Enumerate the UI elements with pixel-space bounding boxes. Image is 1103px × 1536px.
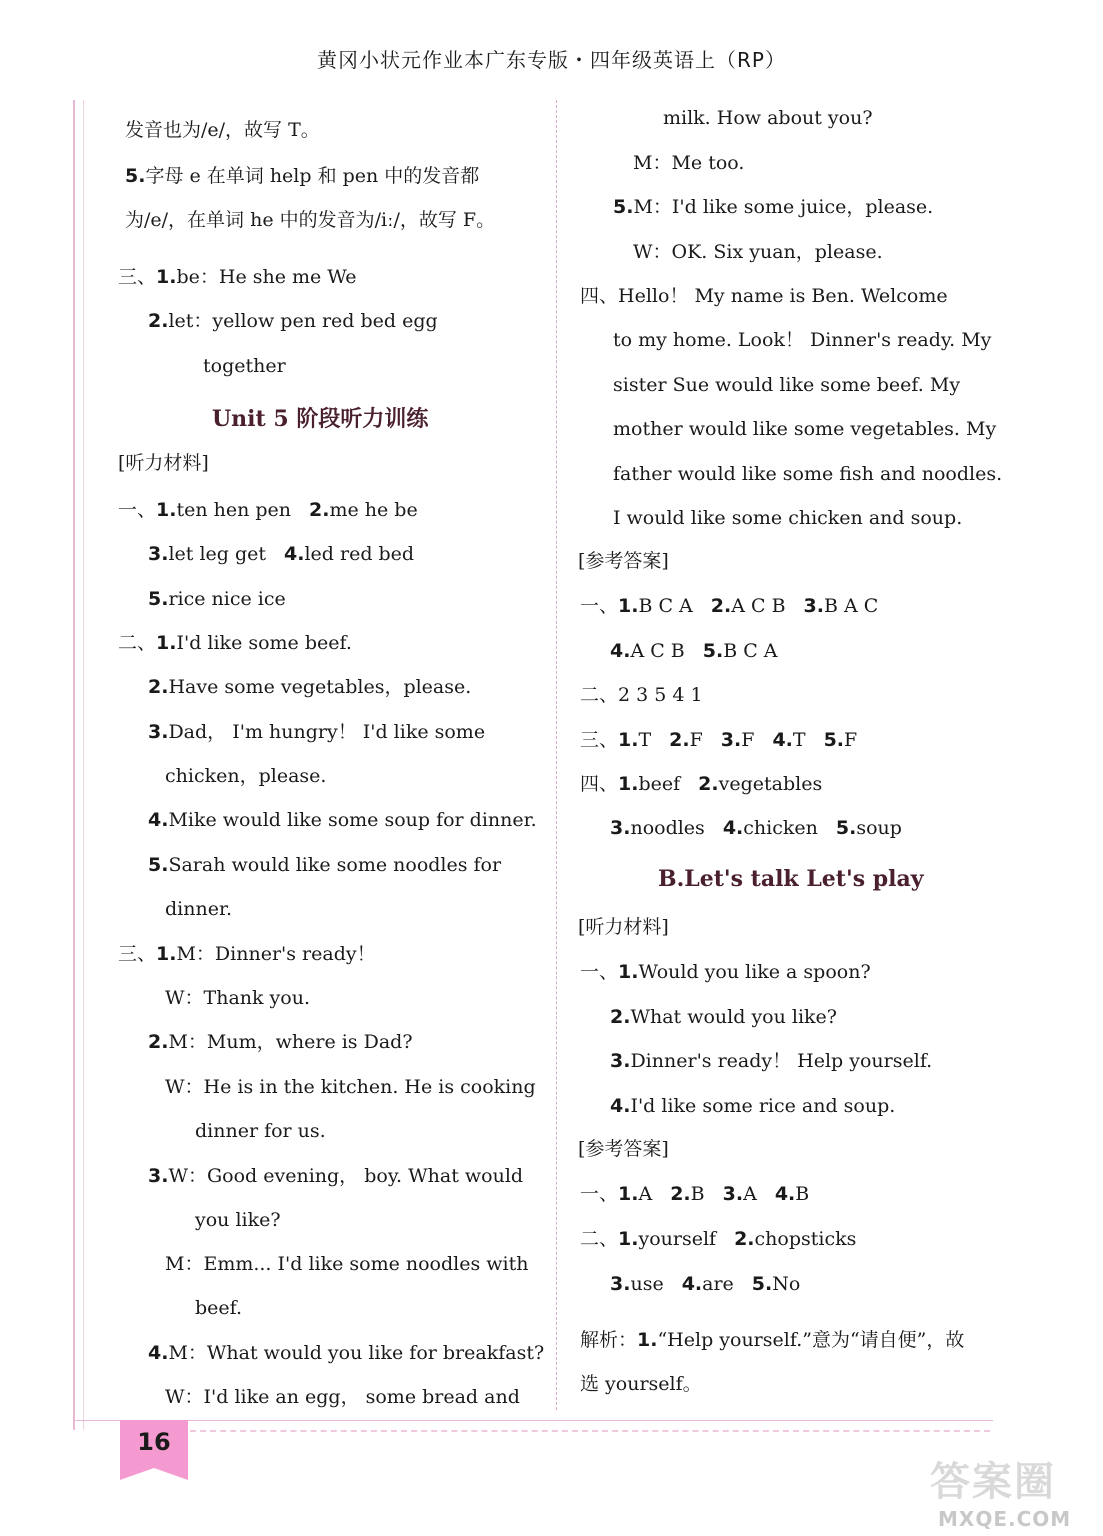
line-text: Would you like a spoon?	[638, 961, 871, 983]
text-line	[578, 915, 669, 939]
text-line	[165, 1075, 536, 1099]
text-line	[580, 594, 878, 618]
line-text: 二、	[118, 632, 157, 654]
text-line	[633, 240, 883, 264]
text-line	[148, 1164, 523, 1188]
text-line	[578, 1137, 669, 1161]
line-text: 一、	[580, 1183, 619, 1205]
text-line	[613, 328, 991, 352]
item-number: 3.	[148, 1165, 169, 1187]
page-number: 16	[137, 1428, 171, 1456]
line-text: chicken	[743, 817, 818, 839]
text-line	[580, 1328, 964, 1352]
line-text: No	[772, 1273, 801, 1295]
line-text: B A C	[824, 595, 879, 617]
item-number: 4.	[610, 1095, 631, 1117]
line-text: W：Thank you.	[165, 987, 311, 1009]
item-number: 1.	[156, 943, 177, 965]
line-text: 三、	[118, 943, 157, 965]
line-text: [参考答案]	[578, 550, 669, 572]
line-text: beef.	[195, 1297, 243, 1319]
item-number: 1.	[618, 595, 639, 617]
line-text: M：Dinner's ready！	[176, 943, 376, 965]
line-text: 解析：	[580, 1329, 638, 1351]
item-number: 1.	[618, 773, 639, 795]
line-text: vegetables	[718, 773, 823, 795]
watermark-text: 答案圈	[930, 1459, 1056, 1505]
footer-rule	[73, 1420, 993, 1421]
page-header: 黄冈小状元作业本广东专版・四年级英语上（RP）	[317, 48, 786, 72]
item-number: 2.	[670, 1183, 691, 1205]
line-text: A C B	[630, 640, 685, 662]
line-text: 字母 e 在单词 help 和 pen 中的发音都	[145, 165, 480, 187]
section-title	[658, 866, 924, 892]
item-number: 4.	[284, 543, 305, 565]
line-text: Unit 5 阶段听力训练	[212, 406, 429, 432]
text-line	[203, 354, 286, 378]
item-number: 2.	[148, 310, 169, 332]
text-line	[610, 1094, 895, 1118]
text-line	[125, 164, 479, 188]
text-line	[613, 417, 996, 441]
line-text: 一、	[580, 961, 619, 983]
text-line	[613, 462, 1002, 486]
line-text: M：Emm... I'd like some noodles with	[165, 1253, 529, 1275]
text-line	[165, 1252, 529, 1276]
line-text: 发音也为/e/，故写 T。	[125, 119, 320, 141]
text-line	[148, 1341, 544, 1365]
text-line	[165, 1385, 520, 1409]
item-number: 2.	[734, 1228, 755, 1250]
item-number: 1.	[618, 729, 639, 751]
item-number: 1.	[156, 266, 177, 288]
item-number: 5.	[702, 640, 724, 662]
text-line	[125, 118, 320, 142]
text-line	[118, 942, 376, 966]
text-line	[165, 897, 232, 921]
item-number: 3.	[803, 595, 824, 617]
line-text: Sarah would like some noodles for	[168, 854, 502, 876]
item-number: 3.	[148, 543, 169, 565]
item-number: 4.	[148, 809, 169, 831]
line-text: dinner.	[165, 898, 232, 920]
line-text: use	[630, 1273, 664, 1295]
item-number: 2.	[610, 1006, 631, 1028]
item-number: 1.	[156, 499, 177, 521]
line-text: 四、	[580, 285, 619, 307]
line-text: rice nice ice	[168, 588, 286, 610]
line-text: B.Let's talk Let's play	[658, 866, 924, 892]
text-line	[195, 1208, 281, 1232]
watermark-logo	[930, 1450, 1080, 1530]
line-text: be：He she me We	[176, 266, 357, 288]
item-number: 3.	[722, 1183, 744, 1205]
text-line	[610, 639, 778, 663]
item-number: 5.	[835, 817, 857, 839]
line-text: noodles	[630, 817, 705, 839]
item-number: 1.	[156, 632, 177, 654]
line-text: [听力材料]	[118, 452, 209, 474]
item-number: 5.	[148, 854, 169, 876]
line-text: W：Good evening， boy. What would	[168, 1165, 524, 1187]
text-line	[610, 1272, 800, 1296]
text-line	[663, 106, 873, 130]
section-title	[212, 402, 428, 433]
item-number: 2.	[148, 676, 169, 698]
line-text: Have some vegetables，please.	[168, 676, 472, 698]
line-text: I'd like some beef.	[176, 632, 352, 654]
line-text: F	[844, 729, 858, 751]
line-text: father would like some fish and noodles.	[613, 463, 1003, 485]
item-number: 4.	[772, 729, 793, 751]
line-text: Dinner's ready！ Help yourself.	[630, 1050, 933, 1072]
text-line	[610, 816, 902, 840]
item-number: 4.	[148, 1342, 169, 1364]
line-text: W：I'd like an egg， some bread and	[165, 1386, 520, 1408]
text-line	[118, 265, 357, 289]
text-line	[580, 683, 703, 707]
item-number: 5.	[751, 1273, 773, 1295]
line-text: B C A	[638, 595, 693, 617]
line-text: let leg get	[168, 543, 267, 565]
line-text: yourself	[638, 1228, 717, 1250]
item-number: 5.	[823, 729, 845, 751]
text-line	[610, 1005, 837, 1029]
text-line	[580, 728, 857, 752]
text-line	[165, 764, 326, 788]
item-number: 2.	[309, 499, 330, 521]
item-number: 4.	[681, 1273, 703, 1295]
item-number: 2.	[148, 1031, 169, 1053]
line-text: ten hen pen	[176, 499, 292, 521]
text-line	[580, 1227, 856, 1251]
line-text: 三、	[580, 729, 619, 751]
line-text: chopsticks	[754, 1228, 857, 1250]
text-line	[195, 1119, 326, 1143]
line-text: Dad， I'm hungry！ I'd like some	[168, 721, 486, 743]
text-line	[148, 542, 414, 566]
line-text: beef	[638, 773, 681, 795]
line-text: 一、	[580, 595, 619, 617]
line-text: [参考答案]	[578, 1138, 669, 1160]
line-text: A	[638, 1183, 653, 1205]
item-number: 1.	[637, 1329, 658, 1351]
line-text: soup	[856, 817, 902, 839]
line-text: W：OK. Six yuan，please.	[633, 241, 883, 263]
text-line	[148, 1030, 413, 1054]
line-text: 三、	[118, 266, 157, 288]
item-number: 3.	[610, 817, 631, 839]
text-line	[148, 808, 537, 832]
line-text: 二、	[580, 1228, 619, 1250]
page-margin-border	[73, 100, 84, 1430]
line-text: W：He is in the kitchen. He is cooking	[165, 1076, 536, 1098]
line-text: 四、	[580, 773, 619, 795]
line-text: sister Sue would like some beef. My	[613, 374, 961, 396]
line-text: F	[741, 729, 755, 751]
line-text: chicken，please.	[165, 765, 327, 787]
line-text: mother would like some vegetables. My	[613, 418, 997, 440]
line-text: 二、	[580, 684, 619, 706]
line-text: 一、	[118, 499, 157, 521]
line-text: “Help yourself.”意为“请自便”，故	[657, 1329, 965, 1351]
item-number: 1.	[618, 961, 639, 983]
item-number: 1.	[618, 1228, 639, 1250]
text-line	[578, 549, 669, 573]
text-line	[148, 309, 438, 333]
item-number: 5.	[125, 165, 146, 187]
item-number: 2.	[698, 773, 719, 795]
line-text: A C B	[731, 595, 786, 617]
text-line	[148, 720, 485, 744]
text-line	[165, 986, 310, 1010]
item-number: 1.	[618, 1183, 639, 1205]
line-text: T	[792, 729, 806, 751]
item-number: 3.	[610, 1050, 631, 1072]
line-text: M：I'd like some juice，please.	[633, 196, 934, 218]
line-text: B	[690, 1183, 705, 1205]
item-number: 3.	[720, 729, 742, 751]
line-text: me he be	[329, 499, 418, 521]
text-line	[580, 284, 948, 308]
item-number: 2.	[710, 595, 732, 617]
text-line	[118, 631, 352, 655]
line-text: M：Mum，where is Dad?	[168, 1031, 413, 1053]
line-text: [听力材料]	[578, 916, 669, 938]
text-line	[610, 1049, 932, 1073]
line-text: milk. How about you?	[663, 107, 873, 129]
line-text: are	[702, 1273, 734, 1295]
text-line	[580, 1372, 702, 1396]
item-number: 3.	[148, 721, 169, 743]
line-text: B	[795, 1183, 810, 1205]
item-number: 4.	[610, 640, 631, 662]
line-text: What would you like?	[630, 1006, 837, 1028]
item-number: 3.	[610, 1273, 631, 1295]
line-text: you like?	[195, 1209, 281, 1231]
text-line	[148, 587, 286, 611]
line-text: M：Me too.	[633, 152, 745, 174]
line-text: T	[638, 729, 652, 751]
line-text: Mike would like some soup for dinner.	[168, 809, 537, 831]
line-text: dinner for us.	[195, 1120, 326, 1142]
line-text: to my home. Look！ Dinner's ready. My	[613, 329, 992, 351]
line-text: led red bed	[304, 543, 415, 565]
line-text: F	[689, 729, 703, 751]
text-line	[125, 208, 495, 232]
text-line	[195, 1296, 242, 1320]
item-number: 2.	[669, 729, 690, 751]
text-line	[613, 373, 960, 397]
line-text: B C A	[723, 640, 778, 662]
text-line	[580, 772, 822, 796]
text-line	[580, 960, 871, 984]
item-number: 5.	[148, 588, 169, 610]
item-number: 4.	[722, 817, 744, 839]
text-line	[148, 675, 471, 699]
watermark-url: MXQE.COM	[938, 1507, 1072, 1531]
text-line	[580, 1182, 809, 1206]
text-line	[148, 853, 501, 877]
text-line	[613, 506, 962, 530]
line-text: together	[203, 355, 286, 377]
line-text: let：yellow pen red bed egg	[168, 310, 438, 332]
line-text: A	[743, 1183, 757, 1205]
text-line	[118, 498, 418, 522]
item-number: 4.	[774, 1183, 796, 1205]
line-text: I'd like some rice and soup.	[630, 1095, 896, 1117]
line-text: Hello！ My name is Ben. Welcome	[618, 285, 948, 307]
line-text: 选 yourself。	[580, 1373, 702, 1395]
text-line	[633, 151, 744, 175]
line-text: 2 3 5 4 1	[618, 684, 703, 706]
text-line	[118, 451, 209, 475]
line-text: M：What would you like for breakfast?	[168, 1342, 545, 1364]
footer-dashed-rule	[190, 1430, 990, 1432]
item-number: 5.	[613, 196, 634, 218]
column-divider	[556, 100, 557, 1410]
line-text: 为/e/，在单词 he 中的发音为/iː/，故写 F。	[125, 209, 496, 231]
text-line	[613, 195, 933, 219]
line-text: I would like some chicken and soup.	[613, 507, 963, 529]
